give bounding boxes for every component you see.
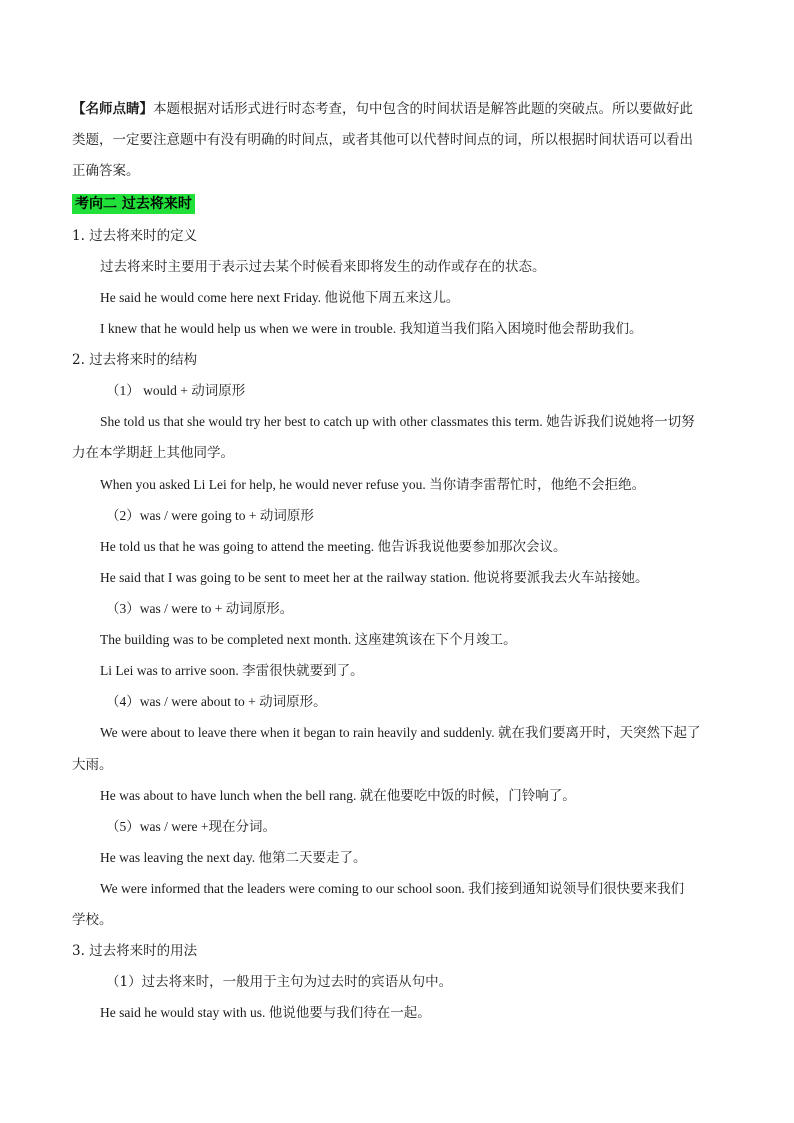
form-4: （4）was / were about to + 动词原形。 xyxy=(106,694,327,709)
tip-text-1: 本题根据对话形式进行时态考查，句中包含的时间状语是解答此题的突破点。所以要做好此 xyxy=(153,101,693,117)
definition-example-2: I knew that he would help us when we were in trouble. 我知道当我们陷入困境时他会帮助我们。 xyxy=(100,321,643,336)
heading-definition: 1. 过去将来时的定义 xyxy=(72,228,198,244)
heading-usage: 3. 过去将来时的用法 xyxy=(72,943,198,959)
form-1-example-2: When you asked Li Lei for help, he would never refuse you. 当你请李雷帮忙时，他绝不会拒绝。 xyxy=(100,477,646,492)
form-2-example-2: He said that I was going to be sent to meet her at the railway station. 他说将要派我去火车站接她。 xyxy=(100,570,649,585)
usage-1-example-1: He said he would stay with us. 他说他要与我们待在一起。 xyxy=(100,1005,431,1020)
form-2: （2）was / were going to + 动词原形 xyxy=(106,508,314,523)
form-3-example-1: The building was to be completed next month. 这座建筑该在下个月竣工。 xyxy=(100,632,517,647)
section-title: 考向二 过去将来时 xyxy=(72,194,195,214)
form-5: （5）was / were +现在分词。 xyxy=(106,819,276,834)
definition-example-1: He said he would come here next Friday. 他说他下周五来这儿。 xyxy=(100,290,460,305)
form-4-example-1b: 大雨。 xyxy=(72,757,113,773)
form-5-example-1: He was leaving the next day. 他第二天要走了。 xyxy=(100,850,367,865)
form-3-example-2: Li Lei was to arrive soon. 李雷很快就要到了。 xyxy=(100,663,364,678)
form-3: （3）was / were to + 动词原形。 xyxy=(106,601,294,616)
tip-line-1 xyxy=(72,100,693,118)
form-4-example-1a: We were about to leave there when it began to rain heavily and suddenly. 就在我们要离开时，天突然下起了 xyxy=(100,725,701,740)
form-5-example-2a: We were informed that the leaders were coming to our school soon. 我们接到通知说领导们很快要来我们 xyxy=(100,881,685,896)
form-1-example-1b: 力在本学期赶上其他同学。 xyxy=(72,445,234,461)
tip-line-2: 类题，一定要注意题中有没有明确的时间点，或者其他可以代替时间点的词，所以根据时间状语可以看出 xyxy=(72,132,693,148)
tip-label: 【名师点睛】 xyxy=(72,101,153,117)
heading-structure: 2. 过去将来时的结构 xyxy=(72,352,198,368)
usage-1: （1）过去将来时，一般用于主句为过去时的宾语从句中。 xyxy=(106,974,453,990)
form-5-example-2b: 学校。 xyxy=(72,912,113,928)
form-1-example-1a: She told us that she would try her best to catch up with other classmates this term. 她告诉我们说她将一切努 xyxy=(100,414,695,429)
definition-text: 过去将来时主要用于表示过去某个时候看来即将发生的动作或存在的状态。 xyxy=(100,259,546,275)
form-2-example-1: He told us that he was going to attend the meeting. 他告诉我说他要参加那次会议。 xyxy=(100,539,567,554)
form-4-example-2: He was about to have lunch when the bell rang. 就在他要吃中饭的时候，门铃响了。 xyxy=(100,788,576,803)
form-1: （1） would + 动词原形 xyxy=(106,383,246,398)
tip-line-3: 正确答案。 xyxy=(72,163,140,179)
